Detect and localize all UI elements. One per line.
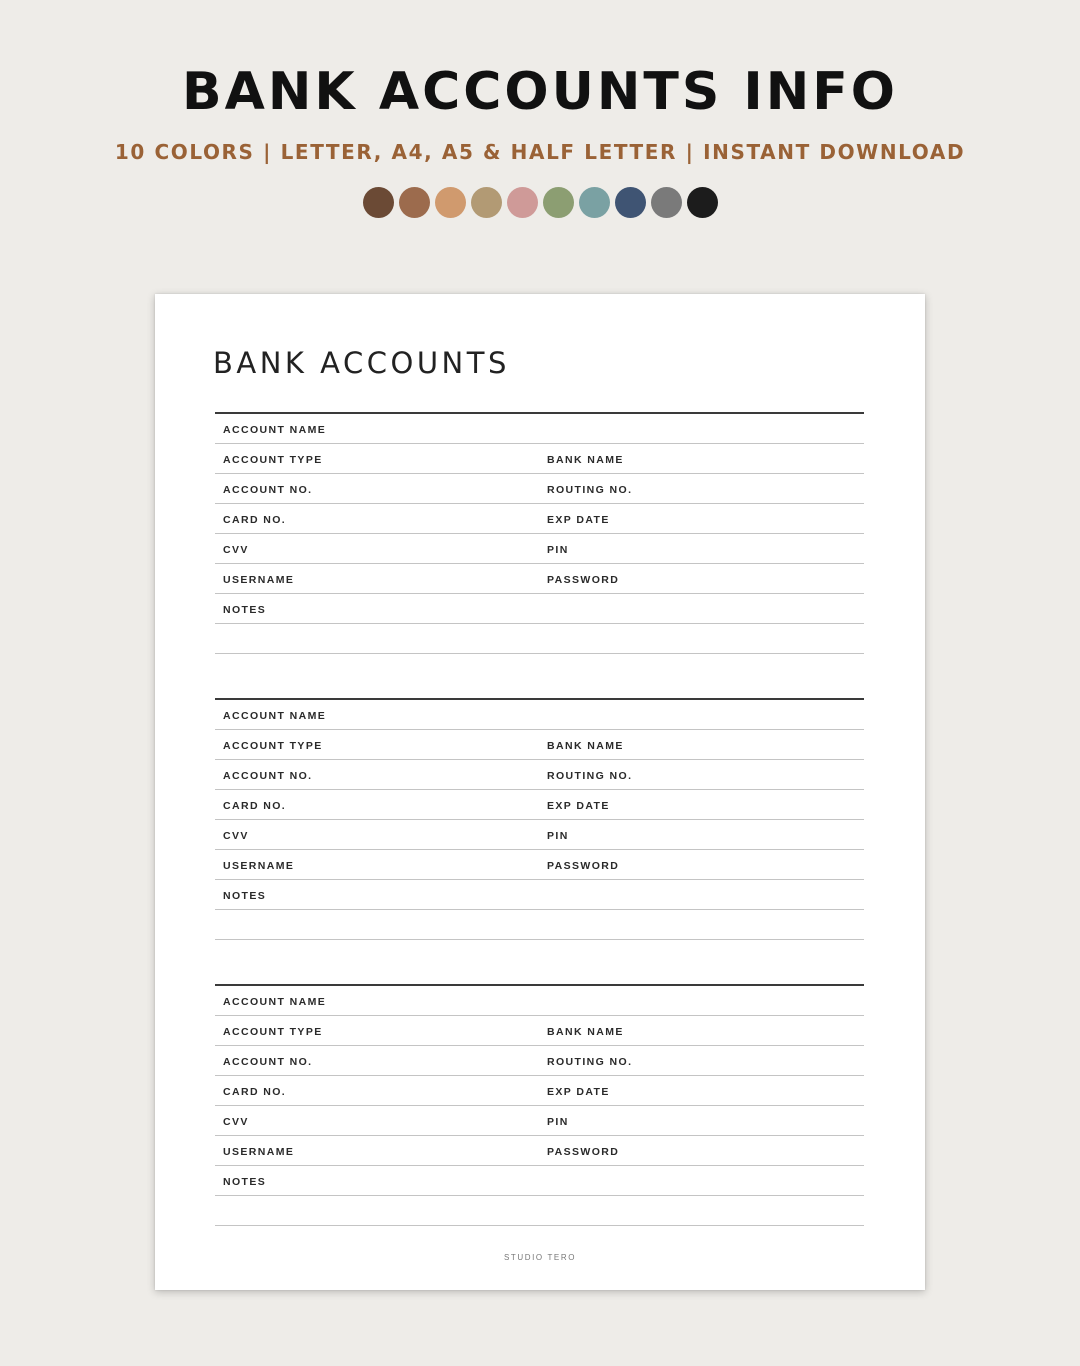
- routing-no-label: ROUTING NO.: [547, 1056, 633, 1068]
- sheet-title: BANK ACCOUNTS: [213, 346, 510, 380]
- username-row: [215, 564, 864, 594]
- account-block: [215, 412, 864, 654]
- brand-footer: STUDIO TERO: [503, 1253, 577, 1262]
- notes-row: [215, 594, 864, 624]
- username-label: USERNAME: [223, 574, 295, 586]
- routing-no-label: ROUTING NO.: [547, 770, 633, 782]
- card-no-row: [215, 1076, 864, 1106]
- exp-date-label: EXP DATE: [547, 1086, 610, 1098]
- color-swatch: [615, 187, 646, 218]
- cvv-row: [215, 534, 864, 564]
- notes-blank-row: [215, 624, 864, 654]
- password-label: PASSWORD: [547, 1146, 620, 1158]
- account-type-label: ACCOUNT TYPE: [223, 454, 323, 466]
- username-label: USERNAME: [223, 1146, 295, 1158]
- notes-label: NOTES: [223, 604, 267, 616]
- account-name-label: ACCOUNT NAME: [223, 424, 327, 436]
- username-label: USERNAME: [223, 860, 295, 872]
- account-no-row: [215, 474, 864, 504]
- password-label: PASSWORD: [547, 574, 620, 586]
- color-swatch: [687, 187, 718, 218]
- color-swatch: [399, 187, 430, 218]
- account-type-row: [215, 444, 864, 474]
- pin-label: PIN: [547, 544, 569, 556]
- bank-name-label: BANK NAME: [547, 1026, 624, 1038]
- cvv-label: CVV: [223, 830, 249, 842]
- pin-label: PIN: [547, 830, 569, 842]
- pin-label: PIN: [547, 1116, 569, 1128]
- account-name-label: ACCOUNT NAME: [223, 710, 327, 722]
- color-swatch: [471, 187, 502, 218]
- page-subtitle: 10 COLORS | LETTER, A4, A5 & HALF LETTER | INSTANT DOWNLOAD: [114, 140, 966, 164]
- account-name-label: ACCOUNT NAME: [223, 996, 327, 1008]
- account-type-row: [215, 730, 864, 760]
- planner-sheet: [155, 294, 925, 1290]
- account-no-label: ACCOUNT NO.: [223, 484, 313, 496]
- page-title: BANK ACCOUNTS INFO: [182, 62, 898, 122]
- card-no-row: [215, 790, 864, 820]
- account-no-row: [215, 1046, 864, 1076]
- account-type-row: [215, 1016, 864, 1046]
- color-swatch: [651, 187, 682, 218]
- exp-date-label: EXP DATE: [547, 514, 610, 526]
- color-swatch: [435, 187, 466, 218]
- account-name-row: [215, 986, 864, 1016]
- notes-row: [215, 880, 864, 910]
- notes-blank-row: [215, 910, 864, 940]
- account-no-label: ACCOUNT NO.: [223, 1056, 313, 1068]
- account-type-label: ACCOUNT TYPE: [223, 740, 323, 752]
- exp-date-label: EXP DATE: [547, 800, 610, 812]
- notes-label: NOTES: [223, 1176, 267, 1188]
- username-row: [215, 1136, 864, 1166]
- password-label: PASSWORD: [547, 860, 620, 872]
- cvv-row: [215, 1106, 864, 1136]
- card-no-label: CARD NO.: [223, 800, 287, 812]
- account-name-row: [215, 700, 864, 730]
- account-block: [215, 698, 864, 940]
- color-swatch: [507, 187, 538, 218]
- account-no-label: ACCOUNT NO.: [223, 770, 313, 782]
- bank-name-label: BANK NAME: [547, 454, 624, 466]
- routing-no-label: ROUTING NO.: [547, 484, 633, 496]
- cvv-label: CVV: [223, 544, 249, 556]
- notes-blank-row: [215, 1196, 864, 1226]
- color-swatch: [363, 187, 394, 218]
- account-no-row: [215, 760, 864, 790]
- card-no-row: [215, 504, 864, 534]
- account-name-row: [215, 414, 864, 444]
- color-swatch: [579, 187, 610, 218]
- account-type-label: ACCOUNT TYPE: [223, 1026, 323, 1038]
- notes-label: NOTES: [223, 890, 267, 902]
- bank-name-label: BANK NAME: [547, 740, 624, 752]
- card-no-label: CARD NO.: [223, 1086, 287, 1098]
- color-swatch: [543, 187, 574, 218]
- username-row: [215, 850, 864, 880]
- cvv-row: [215, 820, 864, 850]
- card-no-label: CARD NO.: [223, 514, 287, 526]
- cvv-label: CVV: [223, 1116, 249, 1128]
- notes-row: [215, 1166, 864, 1196]
- account-block: [215, 984, 864, 1226]
- color-swatches: [0, 187, 1080, 218]
